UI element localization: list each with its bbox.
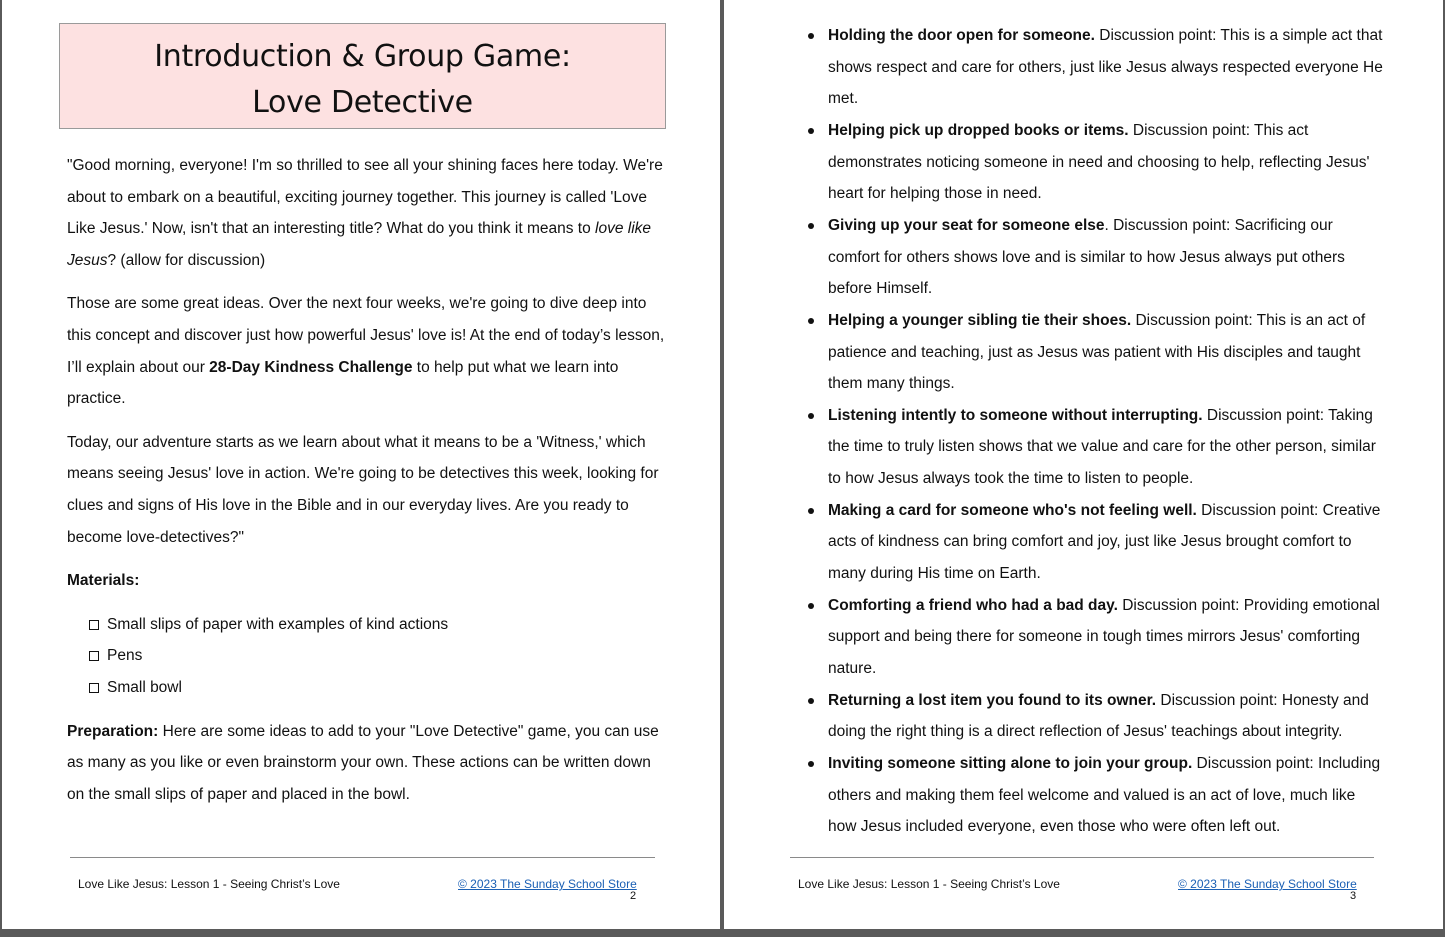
list-item: Listening intently to someone without interrupting. Discussion point: Taking the time to truly listen shows that we value and care for the other person, similar to how Jesus always took the time to listen to people. [804, 400, 1384, 495]
list-item: Giving up your seat for someone else. Discussion point: Sacrificing our comfort for others shows love and is similar to how Jesus always put others before Himself. [804, 210, 1384, 305]
list-item: Helping pick up dropped books or items. Discussion point: This act demonstrates noticing someone in need and choosing to help, reflecting Jesus' heart for helping those in need. [804, 115, 1384, 210]
kind-actions-list-container [804, 20, 1384, 843]
checkbox-icon [89, 620, 99, 630]
page-2 [2, 0, 720, 929]
materials-list [89, 609, 667, 704]
footer-lesson-title: Love Like Jesus: Lesson 1 - Seeing Christ’s Love [798, 877, 1060, 891]
page-number: 2 [630, 890, 637, 902]
page-number: 3 [1350, 890, 1357, 902]
intro-paragraph-1: "Good morning, everyone! I'm so thrilled to see all your shining faces here today. We're about to embark on a beautiful, exciting journey together. This journey is called 'Love Like Jesus.' Now, isn't that an interesting title? What do you think it means to love like Jesus? (allow for discussion) [67, 157, 663, 269]
list-item: Inviting someone sitting alone to join your group. Discussion point: Including others and making them feel welcome and valued is an act of love, much like how Jesus included everyone, even those who were often left out. [804, 748, 1384, 843]
footer-copyright-link[interactable]: © 2023 The Sunday School Store [458, 877, 637, 891]
materials-heading: Materials: [67, 572, 140, 590]
bullet-icon [808, 223, 814, 229]
bullet-icon [808, 33, 814, 39]
bullet-icon [808, 318, 814, 324]
bullet-icon [808, 508, 814, 514]
bullet-icon [808, 128, 814, 134]
intro-body [67, 150, 667, 822]
footer-divider [70, 857, 655, 858]
list-item: Helping a younger sibling tie their shoes. Discussion point: This is an act of patience and teaching, just as Jesus was patient with His disciples and taught them many things. [804, 305, 1384, 400]
kind-actions-list [804, 20, 1384, 843]
list-item: Returning a lost item you found to its owner. Discussion point: Honesty and doing the right thing is a direct reflection of Jesus' teachings about integrity. [804, 685, 1384, 748]
title-box [59, 23, 666, 129]
footer-lesson-title: Love Like Jesus: Lesson 1 - Seeing Christ’s Love [78, 877, 340, 891]
footer-divider [790, 857, 1374, 858]
materials-item: Small slips of paper with examples of kind actions [89, 609, 667, 641]
materials-item: Pens [89, 640, 667, 672]
list-item: Holding the door open for someone. Discussion point: This is a simple act that shows respect and care for others, just like Jesus always respected everyone He met. [804, 20, 1384, 115]
list-item: Comforting a friend who had a bad day. Discussion point: Providing emotional support and being there for someone in tough times mirrors Jesus' comforting nature. [804, 590, 1384, 685]
checkbox-icon [89, 683, 99, 693]
bullet-icon [808, 603, 814, 609]
preparation-paragraph: Preparation: Here are some ideas to add to your "Love Detective" game, you can use as many as you like or even brainstorm your own. These actions can be written down on the small slips of paper and placed in the bowl. [67, 722, 659, 803]
bullet-icon [808, 761, 814, 767]
bullet-icon [808, 698, 814, 704]
materials-item: Small bowl [89, 672, 667, 704]
bullet-icon [808, 413, 814, 419]
page-3 [724, 0, 1443, 929]
intro-paragraph-3: Today, our adventure starts as we learn about what it means to be a 'Witness,' which means seeing Jesus' love in action. We're going to be detectives this week, looking for clues and signs of His love in the Bible and in our everyday lives. Are you ready to become love-detectives?" [67, 433, 659, 546]
list-item: Making a card for someone who's not feeling well. Discussion point: Creative acts of kindness can bring comfort and joy, just like Jesus brought comfort to many during His time on Earth. [804, 495, 1384, 590]
page-title-line-1: Introduction & Group Game: [154, 39, 571, 74]
checkbox-icon [89, 651, 99, 661]
footer-copyright-link[interactable]: © 2023 The Sunday School Store [1178, 877, 1357, 891]
intro-paragraph-2: Those are some great ideas. Over the next four weeks, we're going to dive deep into this concept and discover just how powerful Jesus' love is! At the end of today’s lesson, I’ll explain about our 28-Day Kindness Challenge to help put what we learn into practice. [67, 295, 665, 408]
page-title-line-2: Love Detective [252, 85, 473, 120]
